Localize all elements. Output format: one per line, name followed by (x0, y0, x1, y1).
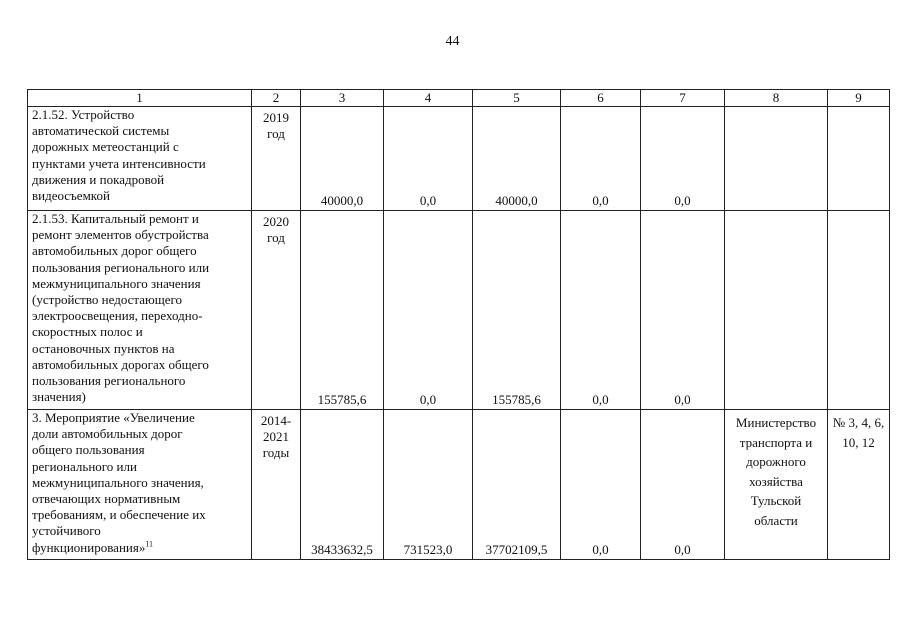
value-cell: 155785,6 (301, 211, 384, 410)
value-cell: 0,0 (641, 410, 725, 560)
column-header: 7 (641, 90, 725, 107)
executor-cell (725, 107, 828, 211)
activity-name-cell (28, 410, 252, 560)
activity-name-line: межмуниципального значения, (32, 474, 204, 490)
activity-name-line: 3. Мероприятие «Увеличение (32, 410, 195, 425)
activity-name-cell (28, 107, 252, 211)
activity-name-line: автомобильных дорог общего (32, 243, 197, 259)
value-cell: 0,0 (641, 211, 725, 410)
value-cell: 37702109,5 (473, 410, 561, 560)
value-cell: 40000,0 (301, 107, 384, 211)
indicators-cell (828, 107, 890, 211)
activity-name-line: требованиям, и обеспечение их (32, 507, 206, 523)
activity-name-line: общего пользования (32, 442, 145, 458)
value-cell: 40000,0 (473, 107, 561, 211)
activity-name-line: устойчивого (32, 523, 101, 539)
activity-name-line: автомобильных дорогах общего (32, 356, 209, 372)
activity-name-line: ремонт элементов обустройства (32, 227, 209, 243)
value-cell: 0,0 (561, 410, 641, 560)
table-row (28, 211, 890, 410)
column-header: 9 (828, 90, 890, 107)
activity-name-line: 2.1.52. Устройство (32, 107, 135, 122)
period-cell: 2019 год (252, 107, 301, 211)
column-header: 3 (301, 90, 384, 107)
activity-name-line: отвечающих нормативным (32, 491, 181, 507)
footnote-marker: 11 (145, 539, 154, 549)
activity-name-line: электроосвещения, переходно- (32, 308, 203, 324)
activity-name-line: автоматической системы (32, 123, 170, 139)
activity-name-line: пунктами учета интенсивности (32, 155, 206, 171)
activity-name-line: доли автомобильных дорог (32, 426, 183, 442)
activity-name-line: дорожных метеостанций с (32, 139, 179, 155)
activity-name-line: (устройство недостающего (32, 292, 183, 308)
column-header: 5 (473, 90, 561, 107)
indicators-cell: № 3, 4, 6, 10, 12 (828, 410, 890, 560)
activity-name-line: регионального или (32, 458, 137, 474)
value-cell: 155785,6 (473, 211, 561, 410)
table-row (28, 107, 890, 211)
value-cell: 0,0 (384, 211, 473, 410)
value-cell: 731523,0 (384, 410, 473, 560)
activity-name-line: остановочных пунктов на (32, 340, 175, 356)
page-number: 44 (445, 34, 460, 49)
activity-name-line: скоростных полос и (32, 324, 143, 340)
activity-name-cell (28, 211, 252, 410)
executor-cell: Министерство транспорта и дорожного хозяйства Тульской области (725, 410, 828, 560)
column-header: 6 (561, 90, 641, 107)
activity-name-line: пользования регионального (32, 373, 186, 389)
value-cell: 0,0 (641, 107, 725, 211)
table-row (28, 410, 890, 560)
value-cell: 38433632,5 (301, 410, 384, 560)
activity-name-line: видеосъемкой (32, 188, 110, 204)
column-header: 1 (28, 90, 252, 107)
activity-name-line: функционирования» (32, 539, 146, 555)
activity-name-line: межмуниципального значения (32, 275, 201, 291)
executor-cell (725, 211, 828, 410)
value-cell: 0,0 (561, 107, 641, 211)
activity-name-line: значения) (32, 389, 86, 405)
value-cell: 0,0 (561, 211, 641, 410)
column-header: 8 (725, 90, 828, 107)
activity-name-line: 2.1.53. Капитальный ремонт и (32, 211, 199, 226)
activity-name-line: движения и покадровой (32, 171, 165, 187)
value-cell: 0,0 (384, 107, 473, 211)
activity-name-line-last (32, 540, 247, 556)
indicators-cell (828, 211, 890, 410)
period-cell: 2014-2021 годы (252, 410, 301, 560)
period-cell: 2020 год (252, 211, 301, 410)
column-header: 4 (384, 90, 473, 107)
column-number-row (28, 90, 890, 107)
activity-name-line: пользования регионального или (32, 259, 210, 275)
column-header: 2 (252, 90, 301, 107)
program-table (27, 89, 890, 560)
